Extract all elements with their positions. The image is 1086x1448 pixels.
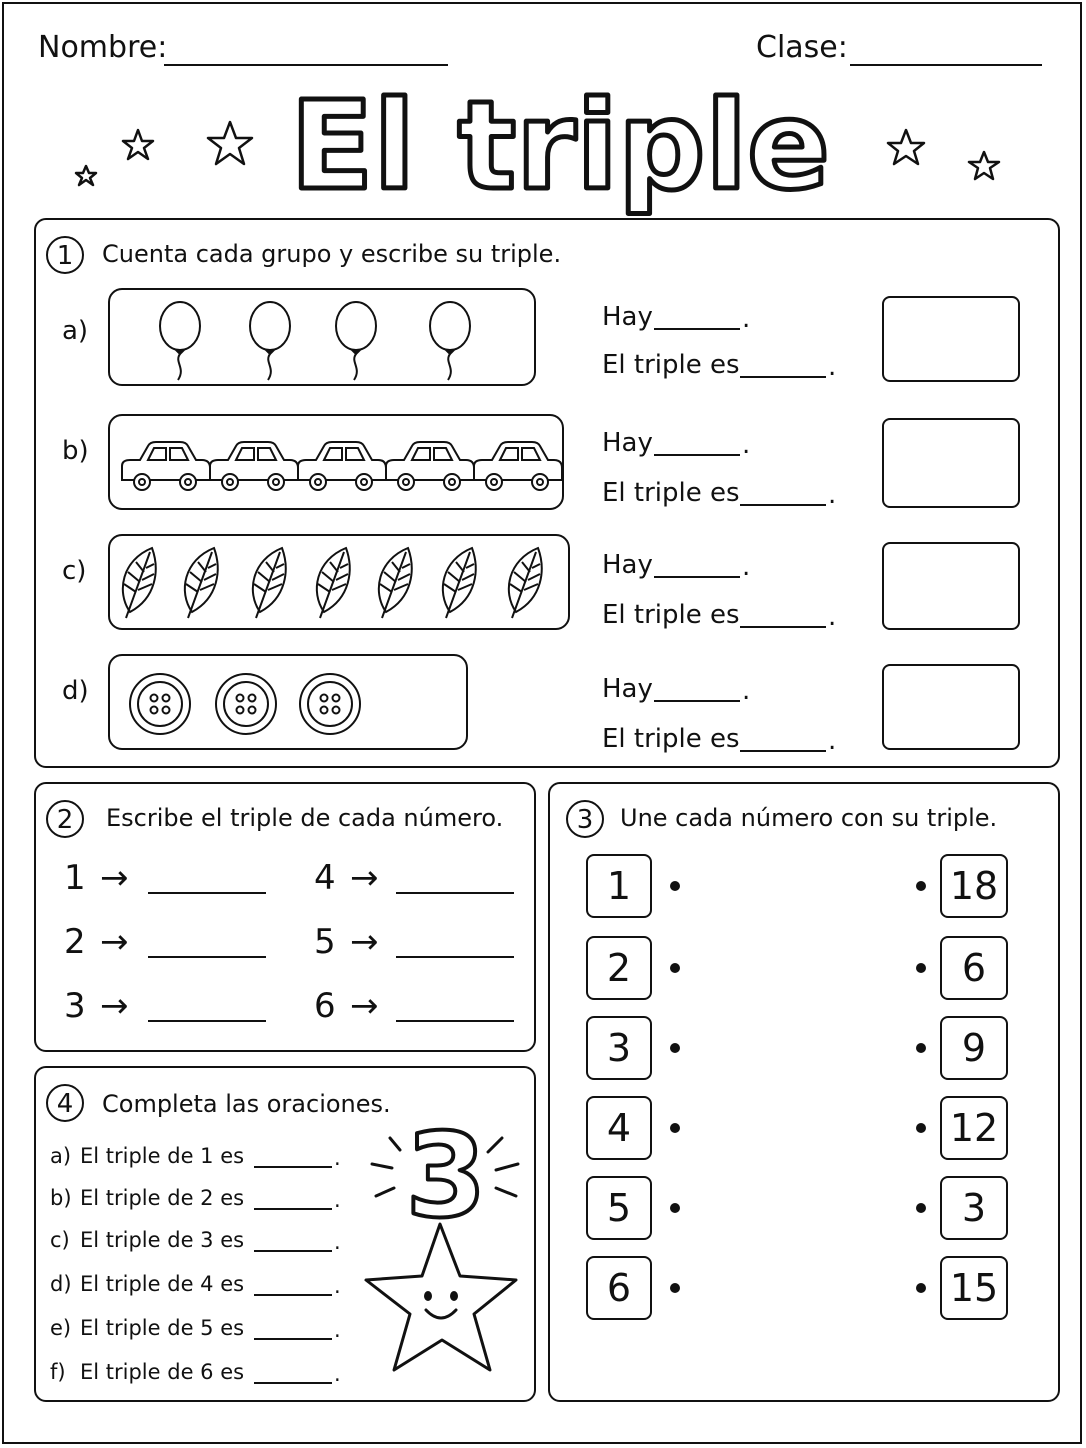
arrow-icon: → — [350, 858, 379, 898]
match-left-dot[interactable] — [670, 1283, 680, 1293]
match-left-dot[interactable] — [670, 1043, 680, 1053]
sentence-letter: d) — [50, 1272, 72, 1296]
section-1-instruction: Cuenta cada grupo y escribe su triple. — [102, 240, 562, 268]
name-field[interactable] — [164, 64, 448, 66]
triple-blank[interactable] — [148, 892, 266, 894]
triple-left-number: 1 — [64, 858, 86, 898]
triple-left-number: 3 — [64, 986, 86, 1026]
hay-blank[interactable] — [654, 454, 740, 456]
class-label: Clase: — [756, 30, 848, 65]
section-3-number: 3 — [566, 800, 604, 838]
hay-label: Hay — [602, 302, 653, 332]
sentence-blank[interactable] — [254, 1338, 332, 1340]
sentence-text: El triple de 3 es — [80, 1228, 245, 1252]
page-title-art — [280, 78, 840, 218]
match-right-dot[interactable] — [916, 963, 926, 973]
arrow-icon: → — [350, 986, 379, 1026]
match-right-dot[interactable] — [916, 1283, 926, 1293]
period: . — [334, 1146, 341, 1170]
group-a-letter: a) — [62, 316, 89, 346]
period: . — [828, 352, 837, 382]
answer-box[interactable] — [882, 542, 1020, 630]
star-icon — [123, 130, 153, 159]
group-a-box — [108, 288, 536, 386]
triple-label: El triple es — [602, 350, 740, 380]
triple-blank[interactable] — [740, 376, 826, 378]
sentence-letter: f) — [50, 1360, 66, 1384]
group-b-box — [108, 414, 564, 510]
match-left-number[interactable]: 3 — [586, 1016, 652, 1080]
buttons-illustration — [110, 656, 466, 748]
triple-blank[interactable] — [740, 750, 826, 752]
arrow-icon: → — [100, 986, 129, 1026]
sentence-blank[interactable] — [254, 1166, 332, 1168]
period: . — [334, 1274, 341, 1298]
period: . — [334, 1362, 341, 1386]
section-4-instruction: Completa las oraciones. — [102, 1090, 391, 1118]
sentence-text: El triple de 1 es — [80, 1144, 245, 1168]
period: . — [742, 304, 751, 334]
triple-right-number: 6 — [314, 986, 336, 1026]
match-left-dot[interactable] — [670, 1203, 680, 1213]
sentence-letter: c) — [50, 1228, 70, 1252]
class-field[interactable] — [850, 64, 1042, 66]
sentence-text: El triple de 5 es — [80, 1316, 245, 1340]
group-b-letter: b) — [62, 436, 89, 466]
cars-illustration — [110, 416, 562, 508]
leaves-illustration — [110, 536, 568, 628]
match-left-number[interactable]: 4 — [586, 1096, 652, 1160]
sentence-blank[interactable] — [254, 1250, 332, 1252]
sentence-text: El triple de 4 es — [80, 1272, 245, 1296]
match-left-dot[interactable] — [670, 881, 680, 891]
smiling-star-icon — [366, 1224, 516, 1370]
triple-blank[interactable] — [396, 956, 514, 958]
three-star-illustration — [362, 1104, 528, 1390]
balloons-illustration — [110, 290, 534, 384]
leaf-icon — [123, 548, 156, 618]
group-d-letter: d) — [62, 676, 89, 706]
period: . — [828, 726, 837, 756]
hay-label: Hay — [602, 428, 653, 458]
match-right-number[interactable]: 12 — [940, 1096, 1008, 1160]
star-icon — [208, 122, 252, 164]
sentence-text: El triple de 2 es — [80, 1186, 245, 1210]
section-2-number: 2 — [46, 800, 84, 838]
period: . — [828, 480, 837, 510]
period: . — [334, 1188, 341, 1212]
triple-blank[interactable] — [740, 504, 826, 506]
sentence-blank[interactable] — [254, 1294, 332, 1296]
balloon-icon — [160, 302, 200, 380]
triple-right-number: 4 — [314, 858, 336, 898]
period: . — [742, 430, 751, 460]
match-left-dot[interactable] — [670, 1123, 680, 1133]
hay-label: Hay — [602, 550, 653, 580]
section-3-instruction: Une cada número con su triple. — [620, 804, 998, 832]
match-right-number[interactable]: 9 — [940, 1016, 1008, 1080]
match-right-dot[interactable] — [916, 1123, 926, 1133]
triple-blank[interactable] — [396, 892, 514, 894]
triple-right-number: 5 — [314, 922, 336, 962]
group-c-box — [108, 534, 570, 630]
match-right-number[interactable]: 6 — [940, 936, 1008, 1000]
match-left-number[interactable]: 5 — [586, 1176, 652, 1240]
button-icon — [130, 674, 190, 734]
illustration-number: 3 — [405, 1109, 487, 1244]
answer-box[interactable] — [882, 418, 1020, 508]
period: . — [742, 676, 751, 706]
answer-box[interactable] — [882, 296, 1020, 382]
arrow-icon: → — [100, 922, 129, 962]
car-icon — [122, 442, 210, 490]
triple-label: El triple es — [602, 600, 740, 630]
triple-blank[interactable] — [148, 956, 266, 958]
section-1-number: 1 — [46, 236, 84, 274]
hay-blank[interactable] — [654, 700, 740, 702]
match-left-number[interactable]: 6 — [586, 1256, 652, 1320]
period: . — [742, 552, 751, 582]
star-icon — [888, 130, 924, 164]
period: . — [828, 602, 837, 632]
triple-label: El triple es — [602, 724, 740, 754]
sentence-blank[interactable] — [254, 1208, 332, 1210]
hay-blank[interactable] — [654, 328, 740, 330]
sentence-blank[interactable] — [254, 1382, 332, 1384]
match-right-dot[interactable] — [916, 881, 926, 891]
hay-blank[interactable] — [654, 576, 740, 578]
sentence-text: El triple de 6 es — [80, 1360, 245, 1384]
arrow-icon: → — [100, 858, 129, 898]
section-2-instruction: Escribe el triple de cada número. — [106, 804, 504, 832]
match-right-dot[interactable] — [916, 1043, 926, 1053]
match-left-dot[interactable] — [670, 963, 680, 973]
triple-blank[interactable] — [148, 1020, 266, 1022]
match-right-number[interactable]: 3 — [940, 1176, 1008, 1240]
match-right-number[interactable]: 18 — [940, 854, 1008, 918]
name-label: Nombre: — [38, 30, 168, 65]
match-left-number[interactable]: 2 — [586, 936, 652, 1000]
period: . — [334, 1318, 341, 1342]
match-right-dot[interactable] — [916, 1203, 926, 1213]
triple-label: El triple es — [602, 478, 740, 508]
sentence-letter: a) — [50, 1144, 72, 1168]
match-right-number[interactable]: 15 — [940, 1256, 1008, 1320]
group-d-box — [108, 654, 468, 750]
answer-box[interactable] — [882, 664, 1020, 750]
arrow-icon: → — [350, 922, 379, 962]
sentence-letter: b) — [50, 1186, 72, 1210]
group-c-letter: c) — [62, 556, 87, 586]
match-left-number[interactable]: 1 — [586, 854, 652, 918]
sentence-letter: e) — [50, 1316, 72, 1340]
section-4-number: 4 — [46, 1084, 84, 1122]
hay-label: Hay — [602, 674, 653, 704]
triple-blank[interactable] — [396, 1020, 514, 1022]
triple-left-number: 2 — [64, 922, 86, 962]
period: . — [334, 1230, 341, 1254]
decorative-stars-left — [60, 110, 270, 200]
star-icon — [76, 166, 96, 185]
star-icon — [969, 152, 999, 179]
decorative-stars-right — [880, 120, 1020, 200]
triple-blank[interactable] — [740, 626, 826, 628]
page-title: El triple — [290, 78, 830, 217]
